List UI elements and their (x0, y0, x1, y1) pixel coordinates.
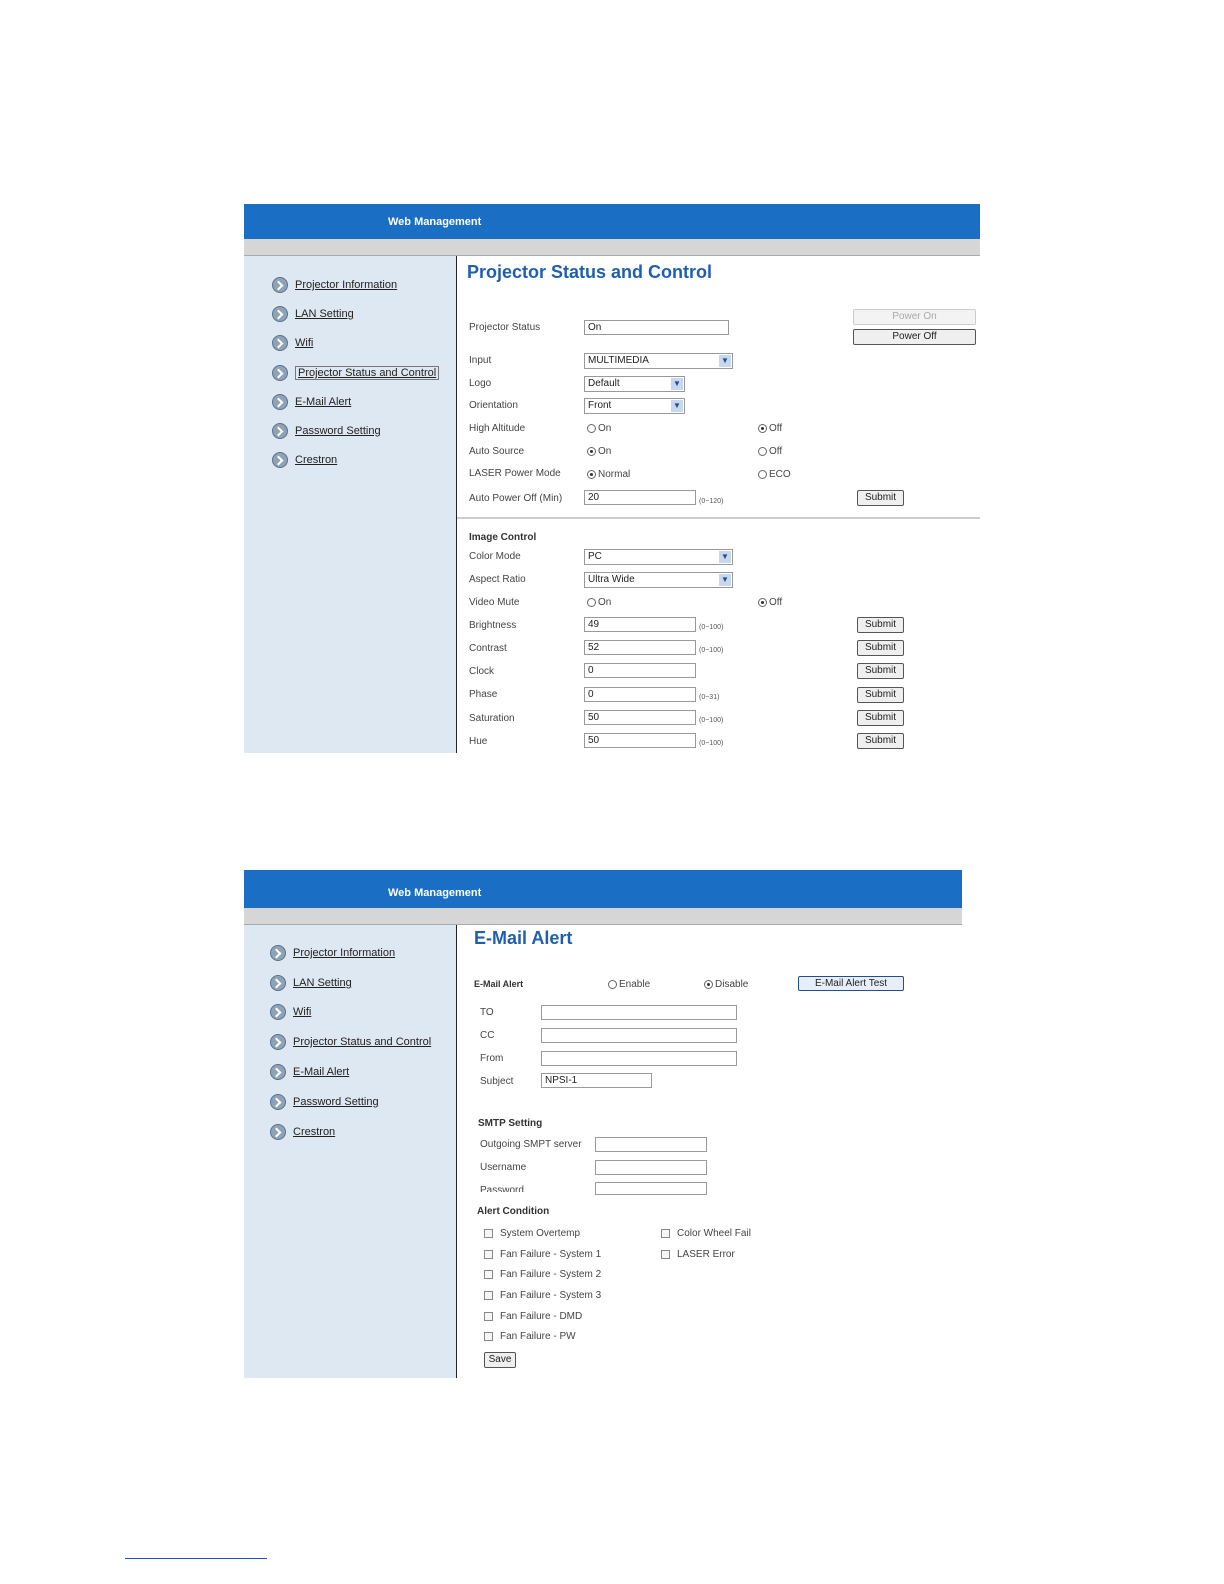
orientation-label: Orientation (469, 400, 518, 411)
arrow-circle-icon (272, 423, 288, 439)
projector-status-field: On (584, 320, 729, 335)
arrow-circle-icon (272, 452, 288, 468)
footnote-separator (125, 1558, 267, 1559)
brightness-label: Brightness (469, 620, 517, 631)
saturation-range: (0~100) (699, 717, 724, 724)
subject-input[interactable]: NPSI-1 (541, 1073, 652, 1088)
radio-icon (758, 470, 767, 479)
checkbox-icon (484, 1250, 493, 1259)
logo-select[interactable]: Default ▼ (584, 376, 685, 392)
fan-failure-system1-checkbox[interactable]: Fan Failure - System 1 (484, 1249, 601, 1260)
laser-power-mode-label: LASER Power Mode (469, 468, 561, 479)
cc-input[interactable] (541, 1028, 737, 1043)
chevron-down-icon: ▼ (719, 574, 731, 586)
laser-error-checkbox[interactable]: LASER Error (661, 1249, 735, 1260)
high-altitude-on-radio[interactable]: On (587, 423, 611, 434)
power-off-button[interactable]: Power Off (853, 329, 976, 345)
page-title: E-Mail Alert (474, 928, 573, 948)
username-input[interactable] (595, 1160, 707, 1175)
auto-power-off-submit[interactable]: Submit (857, 490, 904, 506)
from-label: From (480, 1053, 504, 1064)
sidebar-item-projector-status[interactable]: Projector Status and Control (272, 364, 439, 382)
radio-selected-icon (587, 470, 596, 479)
sidebar-item-lan-setting[interactable]: LAN Setting (270, 974, 352, 992)
color-wheel-fail-checkbox[interactable]: Color Wheel Fail (661, 1228, 751, 1239)
smtp-server-input[interactable] (595, 1137, 707, 1152)
phase-input[interactable]: 0 (584, 687, 696, 702)
email-alert-test-button[interactable]: E-Mail Alert Test (798, 976, 904, 991)
auto-power-off-label: Auto Power Off (Min) (469, 493, 563, 504)
sidebar-item-email-alert[interactable]: E-Mail Alert (270, 1063, 349, 1081)
arrow-circle-icon (272, 365, 288, 381)
username-label: Username (480, 1162, 527, 1173)
checkbox-icon (661, 1229, 670, 1238)
arrow-circle-icon (272, 306, 288, 322)
arrow-circle-icon (272, 335, 288, 351)
laser-normal-radio[interactable]: Normal (587, 469, 630, 480)
aspect-ratio-select[interactable]: Ultra Wide ▼ (584, 572, 733, 588)
app-title: Web Management (388, 216, 482, 228)
to-input[interactable] (541, 1005, 737, 1020)
auto-source-on-radio[interactable]: On (587, 446, 611, 457)
system-overtemp-checkbox[interactable]: System Overtemp (484, 1228, 580, 1239)
checkbox-icon (484, 1332, 493, 1341)
contrast-range: (0~100) (699, 647, 724, 654)
arrow-circle-icon (270, 1004, 286, 1020)
hue-input[interactable]: 50 (584, 733, 696, 748)
arrow-circle-icon (272, 277, 288, 293)
sidebar-item-password-setting[interactable]: Password Setting (270, 1093, 379, 1111)
page-title: Projector Status and Control (467, 262, 713, 282)
radio-icon (587, 598, 596, 607)
email-alert-label: E-Mail Alert (474, 979, 524, 989)
radio-selected-icon (704, 980, 713, 989)
saturation-submit[interactable]: Submit (857, 710, 904, 726)
orientation-select[interactable]: Front ▼ (584, 398, 685, 414)
aspect-ratio-label: Aspect Ratio (469, 574, 526, 585)
brightness-range: (0~100) (699, 624, 724, 631)
image-control-heading: Image Control (469, 532, 537, 543)
disable-radio[interactable]: Disable (704, 979, 748, 990)
radio-icon (587, 424, 596, 433)
chevron-down-icon: ▼ (671, 400, 683, 412)
sub-header-bar (244, 908, 962, 925)
radio-icon (758, 447, 767, 456)
power-on-button[interactable]: Power On (853, 309, 976, 325)
smtp-heading: SMTP Setting (478, 1118, 543, 1129)
email-alert-screenshot (244, 870, 962, 1378)
checkbox-icon (484, 1312, 493, 1321)
chevron-down-icon: ▼ (719, 355, 731, 367)
arrow-circle-icon (270, 975, 286, 991)
auto-power-off-range: (0~120) (699, 498, 724, 505)
logo-label: Logo (469, 378, 492, 389)
header-bar (244, 204, 980, 239)
arrow-circle-icon (272, 394, 288, 410)
checkbox-icon (484, 1291, 493, 1300)
hue-label: Hue (469, 736, 488, 747)
alert-condition-heading: Alert Condition (477, 1206, 550, 1217)
high-altitude-off-radio[interactable]: Off (758, 423, 782, 434)
phase-submit[interactable]: Submit (857, 687, 904, 703)
video-mute-on-radio[interactable]: On (587, 597, 611, 608)
hue-submit[interactable]: Submit (857, 733, 904, 749)
high-altitude-label: High Altitude (469, 423, 526, 434)
password-input[interactable] (595, 1182, 707, 1195)
saturation-input[interactable]: 50 (584, 710, 696, 725)
cc-label: CC (480, 1030, 495, 1041)
main-panel (457, 925, 962, 1378)
section-divider (457, 517, 980, 519)
radio-icon (608, 980, 617, 989)
radio-selected-icon (758, 424, 767, 433)
chevron-down-icon: ▼ (671, 378, 683, 390)
contrast-label: Contrast (469, 643, 507, 654)
projector-status-label: Projector Status (469, 322, 541, 333)
sidebar (244, 925, 457, 1378)
arrow-circle-icon (270, 945, 286, 961)
input-select[interactable]: MULTIMEDIA ▼ (584, 353, 733, 369)
arrow-circle-icon (270, 1064, 286, 1080)
sub-header-bar (244, 239, 980, 256)
arrow-circle-icon (270, 1034, 286, 1050)
input-label: Input (469, 355, 492, 366)
smtp-server-label: Outgoing SMPT server (480, 1139, 582, 1150)
checkbox-icon (484, 1270, 493, 1279)
contrast-submit[interactable]: Submit (857, 640, 904, 656)
fan-failure-pw-checkbox[interactable]: Fan Failure - PW (484, 1331, 576, 1342)
color-mode-label: Color Mode (469, 551, 521, 562)
password-label: Password (480, 1185, 524, 1192)
clock-submit[interactable]: Submit (857, 663, 904, 679)
to-label: TO (480, 1007, 494, 1018)
laser-eco-radio[interactable]: ECO (758, 469, 791, 480)
sidebar-item-crestron[interactable]: Crestron (270, 1123, 335, 1141)
app-title: Web Management (388, 887, 482, 899)
sidebar-item-password-setting[interactable]: Password Setting (272, 422, 381, 440)
auto-source-label: Auto Source (469, 446, 525, 457)
checkbox-icon (661, 1250, 670, 1259)
radio-selected-icon (758, 598, 767, 607)
checkbox-icon (484, 1229, 493, 1238)
sidebar-item-wifi[interactable]: Wifi (270, 1003, 311, 1021)
brightness-input[interactable]: 49 (584, 617, 696, 632)
sidebar-item-projector-information[interactable]: Projector Information (272, 276, 397, 294)
header-bar (244, 870, 962, 908)
sidebar (244, 256, 457, 753)
auto-power-off-input[interactable]: 20 (584, 490, 696, 505)
radio-selected-icon (587, 447, 596, 456)
phase-label: Phase (469, 689, 498, 700)
fan-failure-system2-checkbox[interactable]: Fan Failure - System 2 (484, 1269, 601, 1280)
saturation-label: Saturation (469, 713, 515, 724)
arrow-circle-icon (270, 1124, 286, 1140)
sidebar-item-crestron[interactable]: Crestron (272, 451, 337, 469)
main-panel (457, 256, 980, 753)
from-input[interactable] (541, 1051, 737, 1066)
hue-range: (0~100) (699, 740, 724, 747)
sidebar-item-projector-status[interactable]: Projector Status and Control (270, 1033, 431, 1051)
auto-source-off-radio[interactable]: Off (758, 446, 782, 457)
clock-input[interactable]: 0 (584, 663, 696, 678)
fan-failure-system3-checkbox[interactable]: Fan Failure - System 3 (484, 1290, 601, 1301)
color-mode-select[interactable]: PC ▼ (584, 549, 733, 565)
contrast-input[interactable]: 52 (584, 640, 696, 655)
sidebar-item-email-alert[interactable]: E-Mail Alert (272, 393, 351, 411)
subject-label: Subject (480, 1076, 514, 1087)
chevron-down-icon: ▼ (719, 551, 731, 563)
clock-label: Clock (469, 666, 495, 677)
arrow-circle-icon (270, 1094, 286, 1110)
sidebar-item-wifi[interactable]: Wifi (272, 334, 313, 352)
video-mute-off-radio[interactable]: Off (758, 597, 782, 608)
enable-radio[interactable]: Enable (608, 979, 650, 990)
fan-failure-dmd-checkbox[interactable]: Fan Failure - DMD (484, 1311, 582, 1322)
sidebar-item-projector-information[interactable]: Projector Information (270, 944, 395, 962)
save-button[interactable]: Save (484, 1352, 516, 1368)
status-control-screenshot (244, 204, 980, 753)
video-mute-label: Video Mute (469, 597, 520, 608)
sidebar-item-lan-setting[interactable]: LAN Setting (272, 305, 354, 323)
brightness-submit[interactable]: Submit (857, 617, 904, 633)
phase-range: (0~31) (699, 694, 720, 701)
